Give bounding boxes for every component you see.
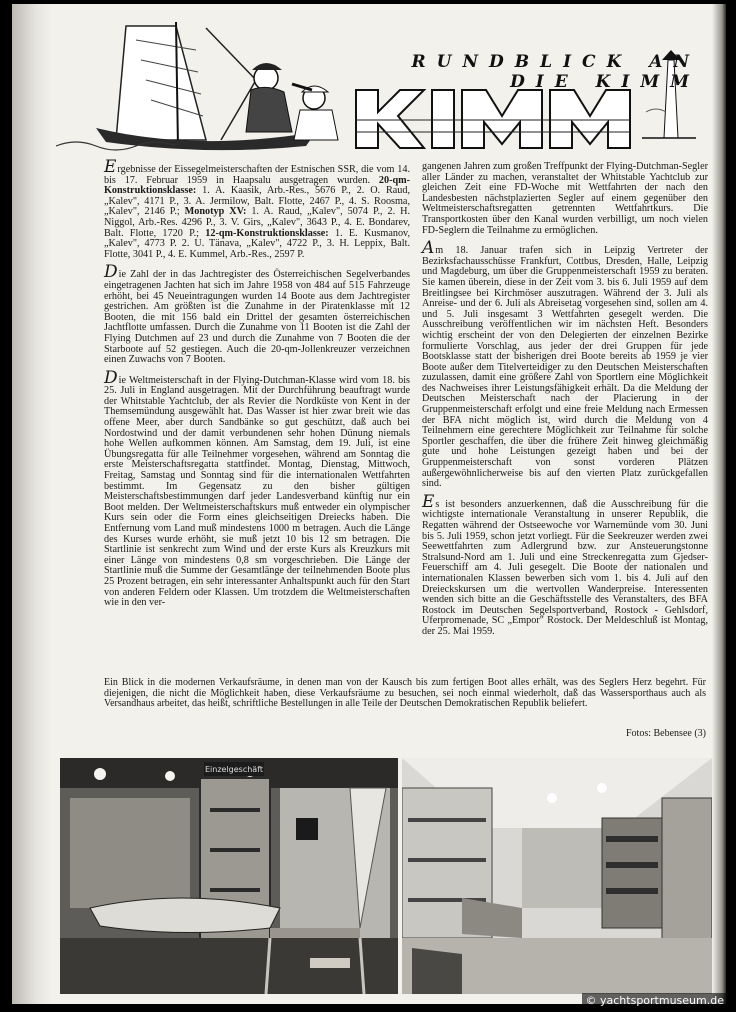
caption-text: Ein Blick in die modernen Verkaufsräume, in denen man von der Kausch bis zum fertigen Boot alles erhält, was des Seglers Herz begehrt. Für diejenigen, die nicht die Möglichkeit haben, diese Verkaufsräume zu besuchen, sei noch einmal wiederholt, daß das Wassersporthaus auch als Versandhaus arbeitet, das heißt, schriftliche Bestellungen in alle Teile der Deutschen Demokratischen Republik beliefert. xyxy=(104,677,706,710)
page-binding-shadow xyxy=(12,4,52,1004)
text: gangenen Jahren zum großen Treffpunkt der Flying-Dutchman-Segler aller Länder zu machen, veranstaltet der Whitstable Yachtclub zur gleichen Zeit eine FD-Woche mit Wettfahrten der nach den Landesbesten nächstplazierten Segler auf einem gegenüber den Weltmeisterschaftsregatten getrennten Wettfahrtkurs. Die Transportkosten über den Kanal wurden verbilligt, um noch vielen FD-Seglern die Teilnahme zu ermöglichen. xyxy=(422,161,708,236)
class-label: 20-qm-Konstruktionsklasse: xyxy=(104,174,410,197)
text: m 18. Januar trafen sich in Leipzig Vertreter der Bezirksfachausschüsse Frankfurt, Cottbus, Dresden, Halle, Leipzig und Magdeburg, um über die Gruppenmeisterschaft 1959 zu beraten. Sie kamen überein, diese in der Zeit vom 3. bis 6. Juli 1959 auf dem Breitlingsee bei Kirchmöser auszutragen. Während der 3. Juli als Anreise- und der 6. Juli als Abreisetag vorgesehen sind, sollen am 4. und 5. Juli insgesamt 3 Wettfahrten gesegelt werden. Die Ausschreibung veröffentlichen wir im nächsten Heft. Besonders wichtig erscheint der von den Delegierten der einzelnen Bezirke formulierte Vorschlag, aus jeder der drei Gruppen für jede Bootsklasse statt der bisherigen drei Boote bereits ab 1959 je vier Boote außer dem Titelverteidiger zu den Deutschen Meisterschaften zuzulassen, damit eine größere Zahl von Sportlern eine Möglichkeit des Nachweises ihrer Leistungsfähigkeit erhält. Da die Meldung der Deutschen Meisterschaft nach der Placierung in der Gruppenmeisterschaft erfolgt und eine freie Meldung nach Ermessen der BFA nicht möglich ist, wird durch die Meldung von 4 Teilnehmern eine gerechtere Möglichkeit zur Teilnahme für solche Sportler geschaffen, die über die frühere Zeit hinweg gleichmäßig gute und hohe Leistungen gezeigt haben und bei der Gruppenmeisterschaft von sonst vorderen Plätzen außergewöhnlicherweise bis auf den vierten Platz zurückgefallen sind. xyxy=(422,245,708,490)
text: rgebnisse der Eissegelmeisterschaften der Estnischen SSR, die vom 14. bis 17. Februar 1959 in Haapsalu ausgetragen wurden. xyxy=(104,164,410,186)
article-fd-world-championship xyxy=(104,367,410,609)
dropcap: E xyxy=(104,157,117,177)
page-edge-shadow xyxy=(712,4,726,1004)
right-column xyxy=(422,162,708,672)
class-label: Monotyp XV: xyxy=(184,206,247,218)
left-column xyxy=(104,157,411,672)
photo-credit: Fotos: Bebensee (3) xyxy=(626,728,706,740)
photo-caption xyxy=(104,678,706,742)
article-fd-continuation xyxy=(422,162,708,236)
text: s ist besonders anzuerkennen, daß die Ausschreibung für die wichtigste internationale Veranstaltung in unserer Republik, die Regatten während der Ostseewoche vor Warnemünde vom 30. Juni bis 5. Juli 1959, schon jetzt vorliegt. Für die Seekreuzer werden zwei Seewettfahrten zum Adlergrund bzw. zur Ansteuerungstonne Stralsund-Nord am 1. Juli und eine Streckenregatta zum Gjedser-Feuerschiff am 4. Juli gesegelt. Die Boote der nationalen und internationalen Klassen bewerben sich vom 1. bis 4. Juli auf den Dreieckskursen um die wertvollen Wanderpreise. Interessenten wenden sich bitte an die Geschäftsstelle des Veranstalters, des BFA Rostock im Deutschen Segelsportverband, Rostock - Gehlsdorf, Uferpromenade, SC „Empor" Rostock. Der Meldeschluß ist Montag, der 25. Mai 1959. xyxy=(422,498,708,637)
watermark: © yachtsportmuseum.de xyxy=(582,993,728,1008)
class-label: 12-qm-Konstruktionsklasse: xyxy=(205,227,329,239)
shop-sign: Einzelgeschäft xyxy=(204,765,264,774)
header-title: RUNDBLICK AN DIE KIMM xyxy=(411,52,700,92)
dropcap: A xyxy=(422,238,435,259)
article-austrian-register xyxy=(104,262,410,366)
dropcap: D xyxy=(104,262,118,283)
dropcap: E xyxy=(422,491,435,512)
text: 1. A. Kaasik, Arb.-Res., 5676 P., 2. O. Raud, „Kalev", 4171 P., 3. A. Jermilow, Balt. Flotte, 2467 P., 4. S. Roosma, „Kalev", 2146 P.; xyxy=(104,185,411,218)
article-estonian-iceboat xyxy=(104,157,411,260)
text: ie Zahl der in das Jachtregister des Österreichischen Segelverbandes eingetragenen Jachten hat sich im Jahre 1958 von 484 auf 515 Fahrzeuge erhöht, bei 45 Neueintragungen wurden 14 Boote aus dem Jachtregister gestrichen. Am größten ist die Zunahme in der Piratenklasse mit 12 Booten, die mit 156 bald ein Drittel der gesamten österreichischen Jachtflotte umfassen. Durch die Zunahme von 11 Booten ist die Zahl der Flying Dutchmen auf 23 und durch die Zunahme von 7 Booten die der Starboote auf 52 gestiegen. Auch die 20-qm-Jollenkreuzer verzeichnen einen Zuwachs von 7 Booten. xyxy=(104,269,410,366)
article-ostseewoche xyxy=(422,491,708,638)
photo-showroom-right xyxy=(402,758,712,994)
article-group-championship xyxy=(422,238,708,490)
dropcap: D xyxy=(104,367,118,388)
text: ie Weltmeisterschaft in der Flying-Dutchman-Klasse wird vom 18. bis 25. Juli in England ausgetragen. Mit der Durchführung beauftragt wurde der Whitstable Yachtclub, der als Revier die Nordküste von Kent in der Themsemündung ausgewählt hat. Das Wasser ist hier zwar breit wie das offene Meer, aber durch Sandbänke so gut geschützt, daß auch bei Nordostwind und der damit verbundenen sehr hohen Dünung niemals hohe Wellen aufkommen können. Am Samstag, dem 19. Juli, ist eine Übungsregatta für alle Teilnehmer vorgesehen, während am Sonntag die erste Meisterschaftsregatta stattfindet. Montag, Dienstag, Mittwoch, Freitag, Samstag und Sonntag sind für die internationalen Wettfahrten bestimmt. Im Gegensatz zu den bisher gültigen Meisterschaftsbestimmungen darf jeder Landesverband künftig nur ein Boot melden. Der Weltmeisterschaftskurs muß entweder ein olympischer Kurs sein oder die Form eines gleichseitigen Dreiecks haben. Die Entfernung vom Land muß mindestens 1000 m betragen. Auch die Länge des Kurses wurde erhöht, sie muß jetzt 10 bis 12 sm betragen. Die Startlinie ist senkrecht zum Wind und der erste Kurs als Kreuzkurs mit einer Länge von mindestens 0,8 sm vorgeschrieben. Die Länge der Startlinie muß die Summe der Gesamtlänge der teilnehmenden Boote plus 25 Prozent betragen, ein sehr interessanter Anhaltspunkt auch für den Start von anderen Feldern oder Klassen. Um trotzdem die Weltmeisterschaften wie in den ver- xyxy=(104,374,410,609)
text: 1. E. Kusmanov, „Kalev", 4773 P. 2. U. Tänava, „Kalev", 4722 P., 3. H. Leppix, Balt. Flotte, 3041 P., 4. E. Kummel, Arb.-Res., 2597 P. xyxy=(104,227,411,260)
photo-showroom-left xyxy=(60,758,398,994)
text: 1. A. Raud, „Kalev", 5074 P., 2. H. Niggol, Arb.-Res. 4296 P., 3. V. Girs, „Kalev", 3643 P., 4. E. Bondarev, Balt. Flotte, 1720 P.; xyxy=(104,206,411,239)
